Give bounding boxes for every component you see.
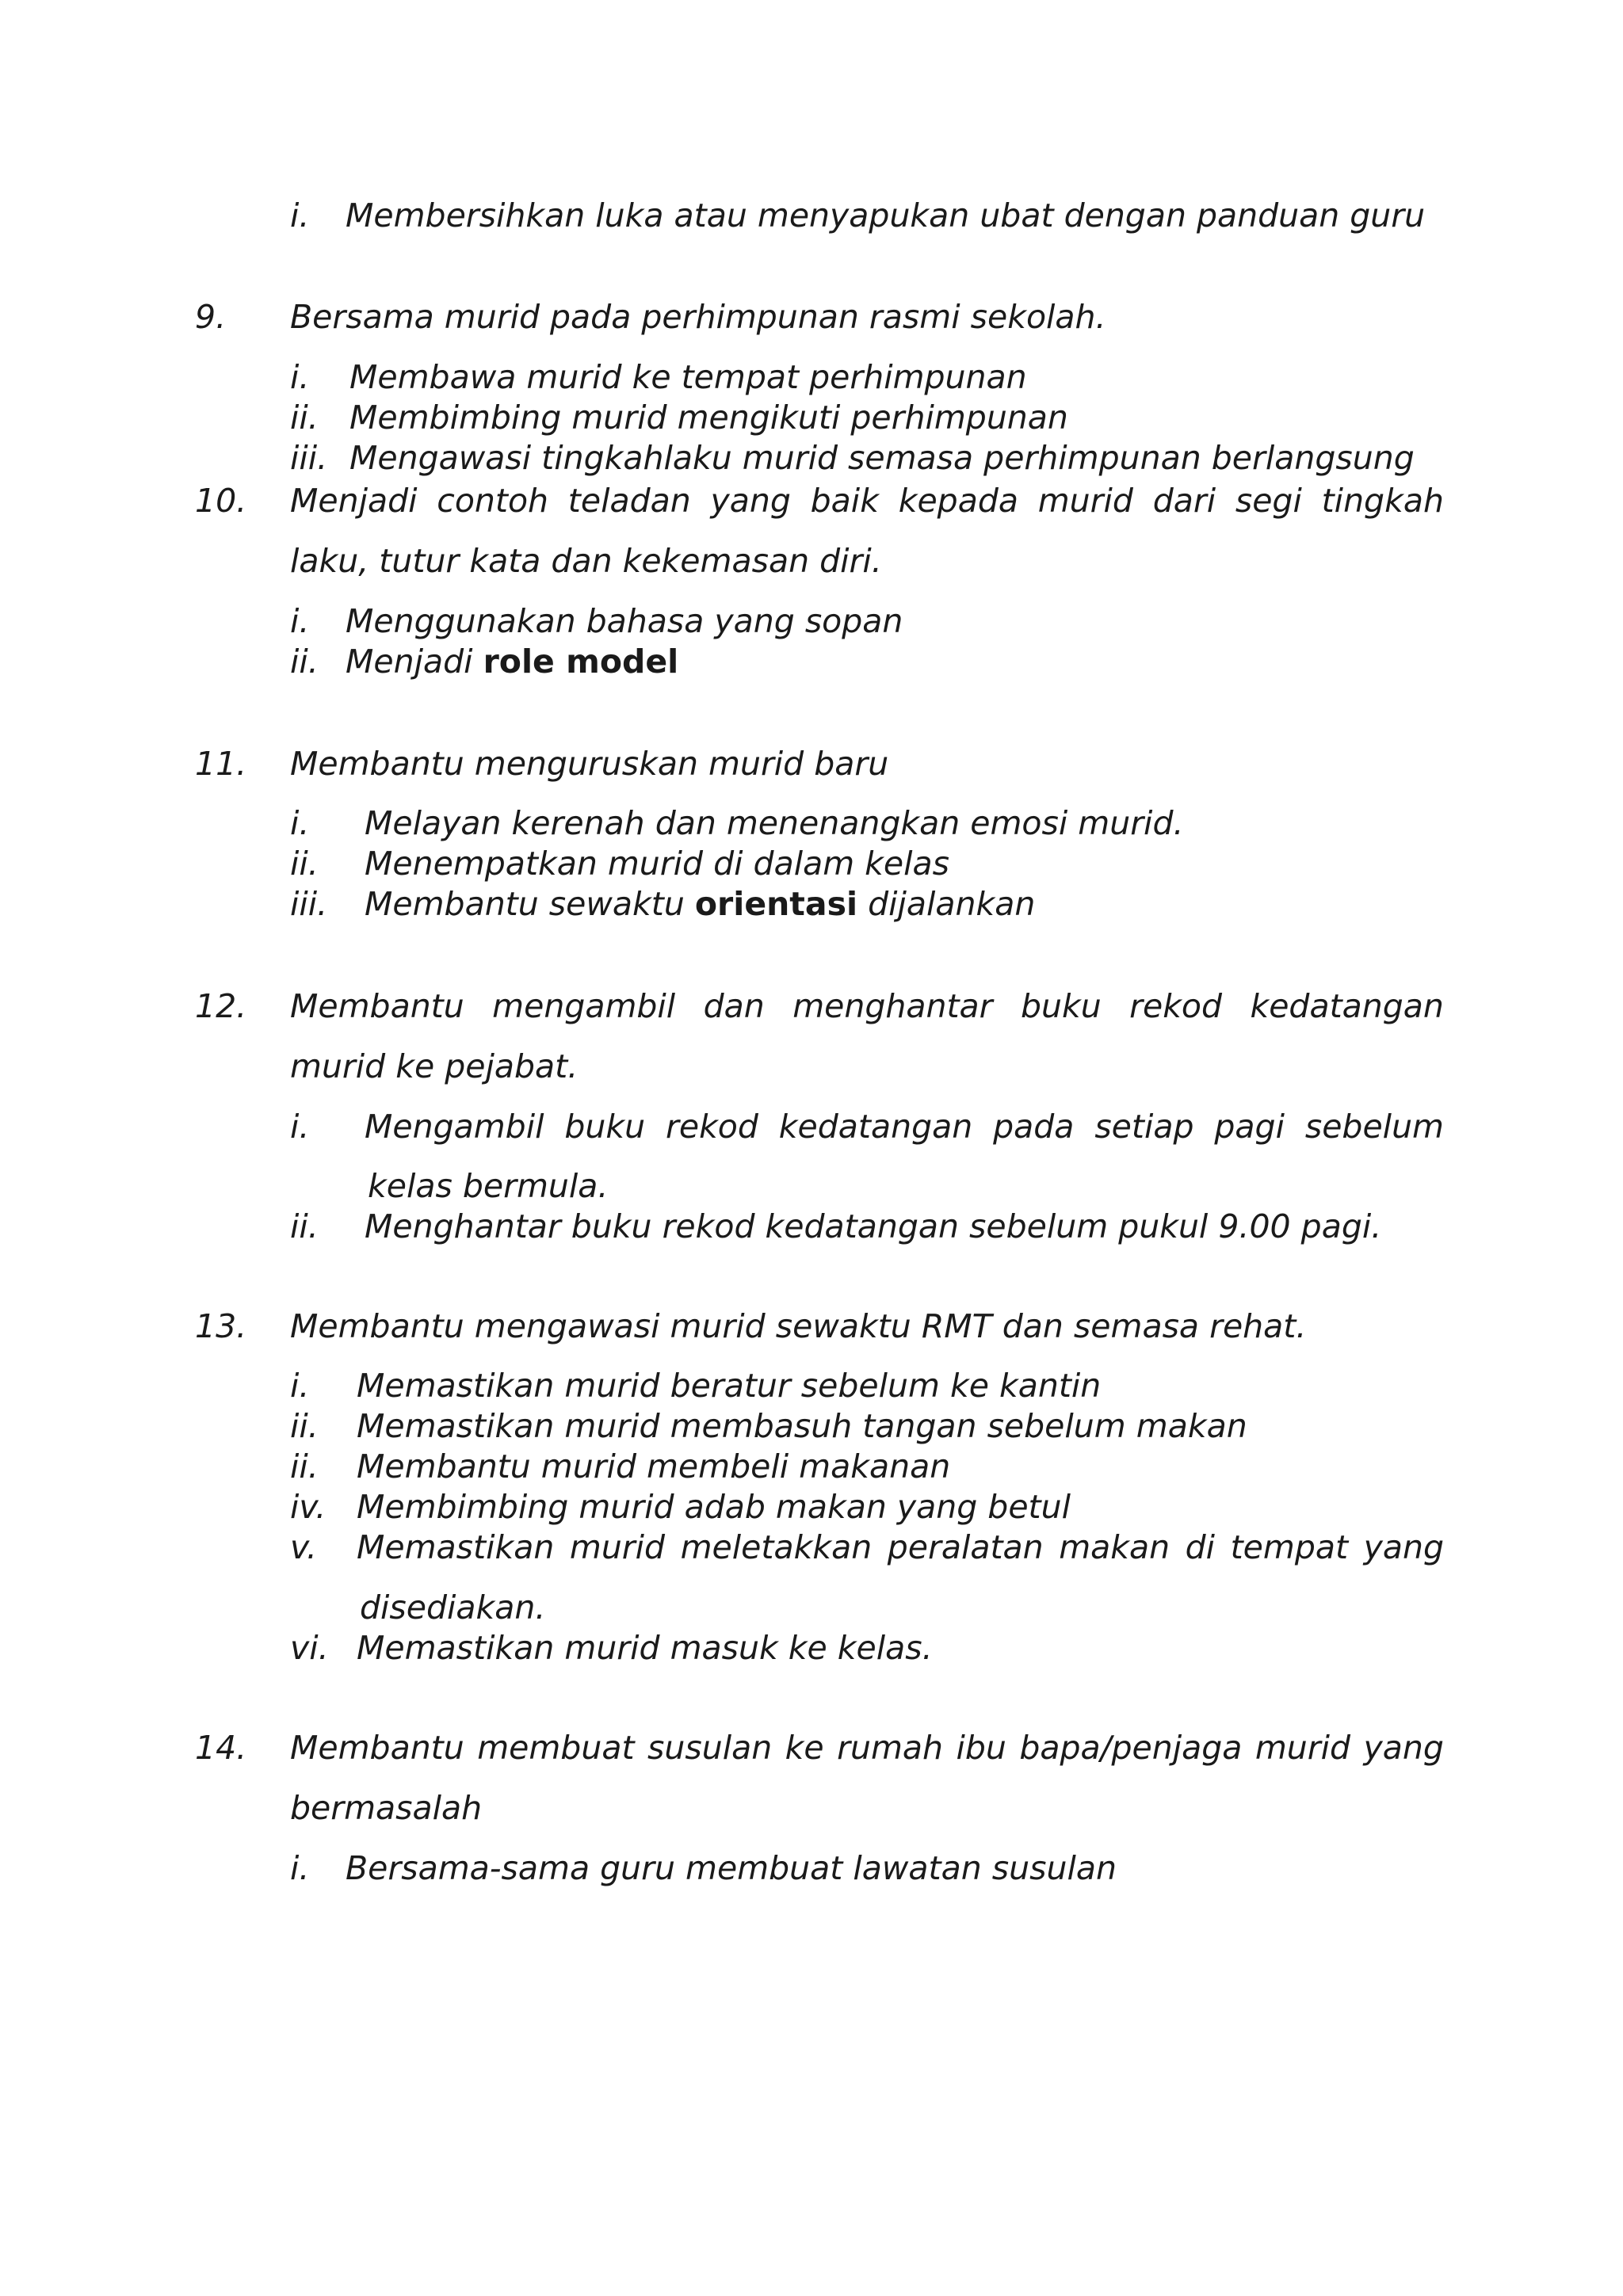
word: setiap xyxy=(1094,1108,1194,1146)
word: mengambil xyxy=(492,987,676,1025)
word: dan xyxy=(703,987,765,1025)
word: Membantu xyxy=(290,1729,464,1767)
sub-text-continued: disediakan. xyxy=(360,1589,546,1627)
sub-text: Menempatkan murid di dalam kelas xyxy=(365,845,950,883)
word: pagi xyxy=(1214,1108,1285,1146)
word: rumah xyxy=(837,1729,943,1767)
item-number: 13. xyxy=(195,1307,247,1345)
sub-text: Membimbing murid mengikuti perhimpunan xyxy=(349,399,1068,437)
word: di xyxy=(1185,1528,1216,1566)
sub-text: Membantu sewaktu orientasi dijalankan xyxy=(365,885,1036,923)
item-number: 12. xyxy=(195,987,247,1025)
word: rekod xyxy=(1129,987,1223,1025)
item-text xyxy=(290,482,1444,520)
word: kepada xyxy=(898,482,1018,520)
word: peralatan xyxy=(887,1528,1044,1566)
sub-text: Membawa murid ke tempat perhimpunan xyxy=(349,358,1027,396)
word: murid xyxy=(1254,1729,1351,1767)
word: buku xyxy=(1020,987,1102,1025)
item-text: Membantu mengawasi murid sewaktu RMT dan semasa rehat. xyxy=(290,1307,1307,1345)
sub-number: i. xyxy=(290,358,310,396)
item-text-continued: bermasalah xyxy=(290,1789,483,1827)
item-text: Membantu menguruskan murid baru xyxy=(290,745,889,783)
word: susulan xyxy=(647,1729,773,1767)
sub-text xyxy=(357,1528,1444,1566)
sub-number: i. xyxy=(290,804,310,842)
word: menghantar xyxy=(792,987,993,1025)
word: membuat xyxy=(477,1729,635,1767)
sub-number: i. xyxy=(290,1108,310,1146)
sub-number: ii. xyxy=(290,399,319,437)
sub-text: Melayan kerenah dan menenangkan emosi murid. xyxy=(365,804,1184,842)
item-text xyxy=(290,1729,1444,1767)
sub-number: iii. xyxy=(290,885,328,923)
sub-number: ii. xyxy=(290,1207,319,1245)
word: rekod xyxy=(665,1108,758,1146)
word: pada xyxy=(993,1108,1075,1146)
sub-number: i. xyxy=(290,196,310,235)
word: tempat xyxy=(1230,1528,1349,1566)
word: bapa/penjaga xyxy=(1019,1729,1243,1767)
sub-text: Mengawasi tingkahlaku murid semasa perhimpunan berlangsung xyxy=(349,439,1415,477)
sub-number: i. xyxy=(290,1849,310,1887)
word: yang xyxy=(710,482,791,520)
sub-text-continued: kelas bermula. xyxy=(368,1167,609,1205)
word: ibu xyxy=(956,1729,1006,1767)
word: murid xyxy=(1037,482,1133,520)
word: murid xyxy=(569,1528,666,1566)
bold-term: role model xyxy=(483,643,679,681)
sub-number: iii. xyxy=(290,439,328,477)
sub-text: Memastikan murid membasuh tangan sebelum makan xyxy=(357,1407,1247,1445)
word: Mengambil xyxy=(365,1108,544,1146)
word: Memastikan xyxy=(357,1528,555,1566)
word: yang xyxy=(1363,1528,1444,1566)
item-text-continued: laku, tutur kata dan kekemasan diri. xyxy=(290,542,882,580)
word: kedatangan xyxy=(1250,987,1444,1025)
sub-text: Menghantar buku rekod kedatangan sebelum pukul 9.00 pagi. xyxy=(365,1207,1382,1245)
item-number: 11. xyxy=(195,745,247,783)
item-number: 14. xyxy=(195,1729,247,1767)
sub-text: Memastikan murid masuk ke kelas. xyxy=(357,1629,933,1667)
item-text: Bersama murid pada perhimpunan rasmi sekolah. xyxy=(290,298,1106,336)
word: Menjadi xyxy=(290,482,418,520)
sub-number: vi. xyxy=(290,1629,329,1667)
sub-text: Memastikan murid beratur sebelum ke kantin xyxy=(357,1367,1102,1405)
item-text-continued: murid ke pejabat. xyxy=(290,1047,579,1085)
word: teladan xyxy=(567,482,691,520)
sub-text: Membantu murid membeli makanan xyxy=(357,1447,951,1486)
word: kedatangan xyxy=(778,1108,973,1146)
word: baik xyxy=(810,482,879,520)
sub-number: ii. xyxy=(290,1447,319,1486)
sub-text: Menjadi role model xyxy=(346,643,679,681)
bold-term: orientasi xyxy=(694,885,858,923)
word: segi xyxy=(1235,482,1302,520)
item-number: 10. xyxy=(195,482,247,520)
item-text xyxy=(290,987,1444,1025)
item-number: 9. xyxy=(195,298,227,336)
word: dari xyxy=(1152,482,1216,520)
sub-number: iv. xyxy=(290,1488,327,1526)
word: meletakkan xyxy=(680,1528,873,1566)
word: sebelum xyxy=(1304,1108,1444,1146)
sub-number: ii. xyxy=(290,1407,319,1445)
sub-text: Menggunakan bahasa yang sopan xyxy=(346,602,903,640)
word: buku xyxy=(564,1108,646,1146)
word: tingkah xyxy=(1321,482,1444,520)
word: Membantu xyxy=(290,987,464,1025)
sub-number: i. xyxy=(290,1367,310,1405)
sub-text: Membimbing murid adab makan yang betul xyxy=(357,1488,1071,1526)
sub-text xyxy=(365,1108,1444,1146)
sub-text: Membersihkan luka atau menyapukan ubat dengan panduan guru xyxy=(346,196,1426,235)
sub-text: Bersama-sama guru membuat lawatan susulan xyxy=(346,1849,1117,1887)
word: contoh xyxy=(437,482,549,520)
sub-number: v. xyxy=(290,1528,317,1566)
sub-number: ii. xyxy=(290,643,319,681)
word: yang xyxy=(1363,1729,1444,1767)
word: makan xyxy=(1059,1528,1170,1566)
sub-number: i. xyxy=(290,602,310,640)
word: ke xyxy=(785,1729,824,1767)
sub-number: ii. xyxy=(290,845,319,883)
